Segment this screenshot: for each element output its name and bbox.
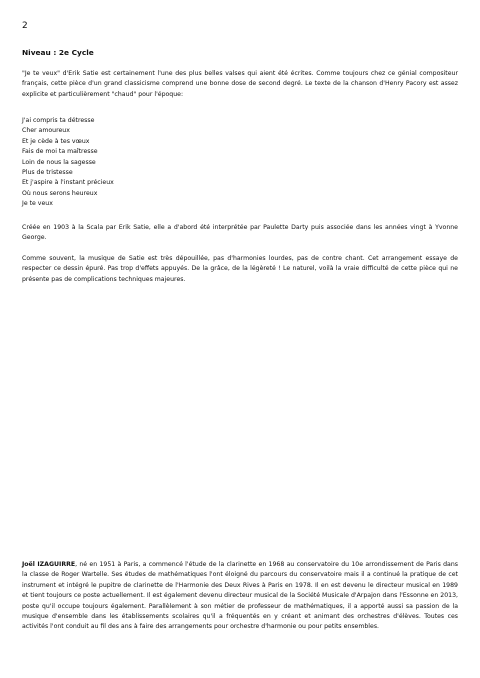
lyrics-line: Loin de nous la sagesse — [22, 158, 96, 166]
lyrics-line: Je te veux — [22, 200, 53, 208]
level-heading: Niveau : 2e Cycle — [22, 48, 94, 57]
lyrics-line: Et je cède à tes vœux — [22, 137, 90, 145]
lyrics-line: Et j'aspire à l'instant précieux — [22, 179, 114, 187]
lyrics-list — [22, 116, 114, 210]
lyrics-line: Plus de tristesse — [22, 169, 73, 177]
page-number: 2 — [22, 21, 28, 31]
lyrics-line: Fais de moi ta maîtresse — [22, 148, 98, 156]
lyrics-line: Cher amoureux — [22, 127, 70, 135]
intro-paragraph: "Je te veux" d'Erik Satie est certainement l'une des plus belles valses qui aient été écrites. Comme toujours chez ce génial compositeur français, cette pièce d'un grand classicisme comprend une bonne dose de second degré. Le texte de la chanson d'Henry Pacory est assez explicite et particulièrement "chaud" pour l'époque: — [22, 70, 458, 98]
arrangement-paragraph: Comme souvent, la musique de Satie est très dépouillée, pas d'harmonies lourdes, pas de contre chant. Cet arrangement essaye de respecter ce dessin épuré. Pas trop d'effets appuyés. De la grâce, de la légèreté ! Le naturel, voilà la vraie difficulté de cette pièce qui ne présente pas de complications techniques majeures. — [22, 255, 458, 283]
lyrics-line: J'ai compris ta détresse — [22, 117, 95, 124]
arranger-bio-text: , né en 1951 à Paris, a commencé l'étude de la clarinette en 1968 au conservatoire du 10e arrondissement de Paris dans la classe de Roger Wartelle. Ses études de mathématiques l'ont éloigné du parcours du conservatoire mais il a continué la pratique de cet instrument et intégré le pupitre de clarinette de l'Harmonie des Deux Rives à Paris en 1978. Il en est devenu le directeur musical en 1989 et tient toujours ce poste actuellement. Il est également devenu directeur musical de la Société Musicale d'Arpajon dans l'Essonne en 2013, poste qu'il occupe toujours également. Parallèlement à son métier de professeur de mathématiques, il a apporté aussi sa passion de la musique d'ensemble dans les établissements scolaires qu'il a fréquentés en y créant et animant des orchestres d'élèves. Toutes ces activités l'ont conduit au fil des ans à faire des arrangements pour orchestre d'harmonie ou pour petits ensembles. — [22, 561, 458, 631]
arranger-bio — [22, 560, 458, 633]
arranger-name: Joël IZAGUIRRE — [22, 561, 76, 568]
creation-paragraph: Créée en 1903 à la Scala par Erik Satie, elle a d'abord été interprétée par Paulette Darty puis associée dans les années vingt à Yvonne George. — [22, 224, 458, 242]
lyrics-line: Où nous serons heureux — [22, 189, 98, 197]
